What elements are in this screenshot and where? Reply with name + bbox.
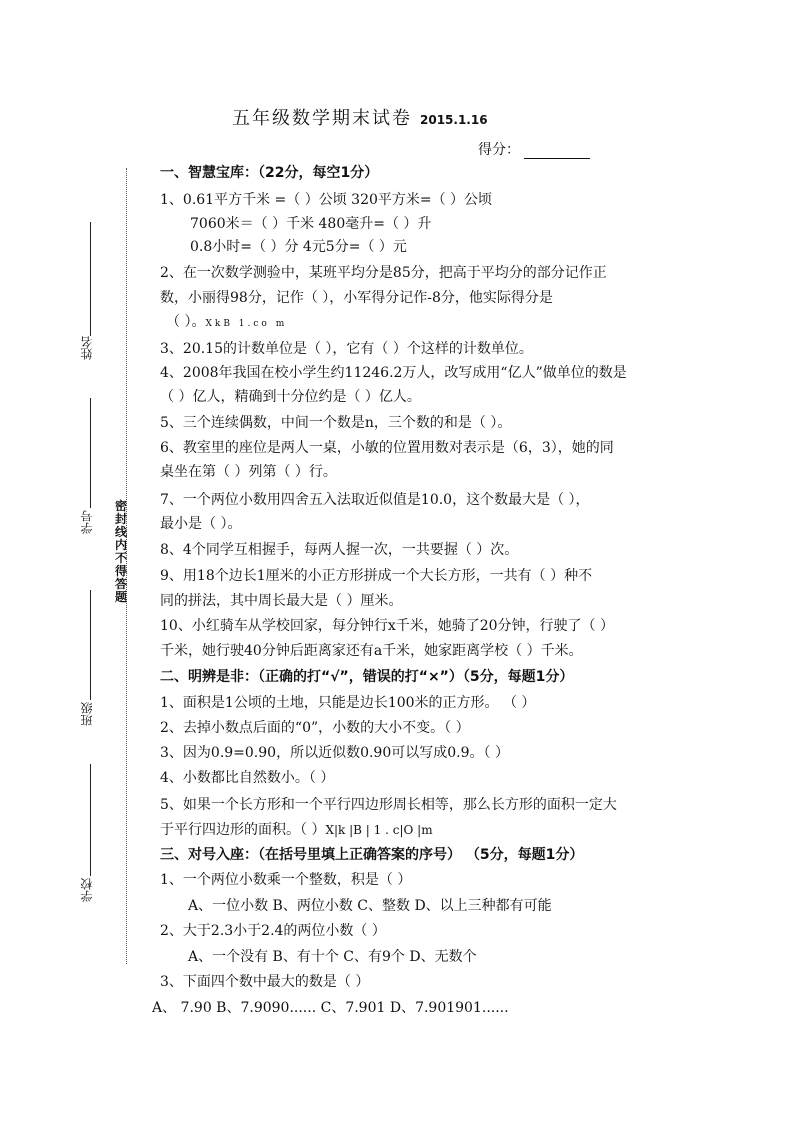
true-false-5-text: 于平行四边形的面积。（ ） xyxy=(160,822,326,838)
score-blank[interactable] xyxy=(524,144,590,159)
exam-date: 2015.1.16 xyxy=(420,113,488,127)
question-8: 8、4个同学互相握手，每两人握一次，一共要握（ ）次。 xyxy=(160,542,519,558)
school-label: 学校 xyxy=(80,878,94,902)
true-false-4: 4、小数都比自然数小。（ ） xyxy=(160,770,335,786)
question-6-line2: 桌坐在第（ ）列第（ ）行。 xyxy=(160,464,337,480)
score-label: 得分： xyxy=(478,142,520,158)
score-field xyxy=(478,139,590,159)
question-3: 3、20.15的计数单位是（ ），它有（ ）个这样的计数单位。 xyxy=(160,341,533,357)
true-false-1: 1、面积是1公顷的土地，只能是边长100米的正方形。 （ ） xyxy=(160,695,536,711)
true-false-2: 2、去掉小数点后面的“0”，小数的大小不变。（ ） xyxy=(160,720,470,736)
student-id-label: 学号 xyxy=(80,510,94,534)
school-blank[interactable] xyxy=(90,764,91,876)
question-1-row3: 0.8小时=（ ）分 4元5分=（ ）元 xyxy=(190,239,407,255)
choice-question-3-options: A、 7.90 B、7.9090...... C、7.901 D、7.901901...... xyxy=(152,1000,509,1016)
name-blank[interactable] xyxy=(90,222,91,336)
choice-question-2: 2、大于2.3小于2.4的两位小数（ ） xyxy=(160,923,386,939)
question-10-line1: 10、小红骑车从学校回家，每分钟行x千米，她骑了20分钟，行驶了（ ） xyxy=(160,618,614,634)
question-9-line1: 9、用18个边长1厘米的小正方形拼成一个大长方形，一共有（ ）种不 xyxy=(160,568,593,584)
question-10-line2: 千米，她行驶40分钟后距离家还有a千米，她家距离学校（ ）千米。 xyxy=(160,643,583,659)
choice-question-2-options: A、一个没有 B、有十个 C、有9个 D、无数个 xyxy=(188,949,477,965)
exam-title xyxy=(232,104,488,130)
section3-heading: 三、对号入座：（在括号里填上正确答案的序号） （5分，每题1分） xyxy=(160,847,584,863)
question-2-line1: 2、在一次数学测验中，某班平均分是85分，把高于平均分的部分记作正 xyxy=(160,265,607,281)
question-9-line2: 同的拼法，其中周长最大是（ ）厘米。 xyxy=(160,593,403,609)
student-id-blank[interactable] xyxy=(90,398,91,508)
question-2-blank: （ ）。 xyxy=(166,314,206,330)
exam-title-text: 五年级数学期末试卷 xyxy=(232,108,412,129)
question-2-line3 xyxy=(166,311,287,331)
class-label: 班级 xyxy=(80,702,94,726)
question-5: 5、三个连续偶数，中间一个数是n，三个数的和是（ ）。 xyxy=(160,415,512,431)
true-false-3: 3、因为0.9=0.90，所以近似数0.90可以写成0.9。（ ） xyxy=(160,745,509,761)
choice-question-3: 3、下面四个数中最大的数是（ ） xyxy=(160,974,370,990)
true-false-5-line2 xyxy=(160,819,433,839)
question-2-line2: 数，小丽得98分，记作（ ），小军得分记作-8分，他实际得分是 xyxy=(160,290,553,306)
choice-question-1-options: A、一位小数 B、两位小数 C、整数 D、以上三种都有可能 xyxy=(188,898,552,914)
watermark-text: XkB 1.co m xyxy=(205,319,288,329)
question-7-line1: 7、一个两位小数用四舍五入法取近似值是10.0，这个数最大是（ ）， xyxy=(160,492,590,508)
true-false-5-line1: 5、如果一个长方形和一个平行四边形周长相等，那么长方形的面积一定大 xyxy=(160,797,617,813)
question-4-line1: 4、2008年我国在校小学生约11246.2万人，改写成用“亿人”做单位的数是 xyxy=(160,365,627,381)
section1-heading: 一、智慧宝库：（22分，每空1分） xyxy=(160,165,379,181)
question-7-line2: 最小是（ ）。 xyxy=(160,516,242,532)
name-label: 姓名 xyxy=(80,336,94,360)
class-blank[interactable] xyxy=(90,590,91,700)
question-1-row2: 7060米＝（ ）千米 480毫升=（ ）升 xyxy=(190,216,432,232)
section2-heading: 二、明辨是非：（正确的打“√”，错误的打“×”）（5分，每题1分） xyxy=(160,669,574,685)
watermark-text-2: X|k |B | 1 . c|O |m xyxy=(325,823,433,837)
question-1-row1: 1、0.61平方千米 =（ ）公顷 320平方米=（ ）公顷 xyxy=(160,192,493,208)
question-4-line2: （ ）亿人，精确到十分位约是（ ）亿人。 xyxy=(160,389,421,405)
seal-warning-text: 密封线内不得答题 xyxy=(114,499,127,604)
choice-question-1: 1、一个两位小数乘一个整数，积是（ ） xyxy=(160,872,412,888)
question-6-line1: 6、教室里的座位是两人一桌，小敏的位置用数对表示是（6，3），她的同 xyxy=(160,440,614,456)
